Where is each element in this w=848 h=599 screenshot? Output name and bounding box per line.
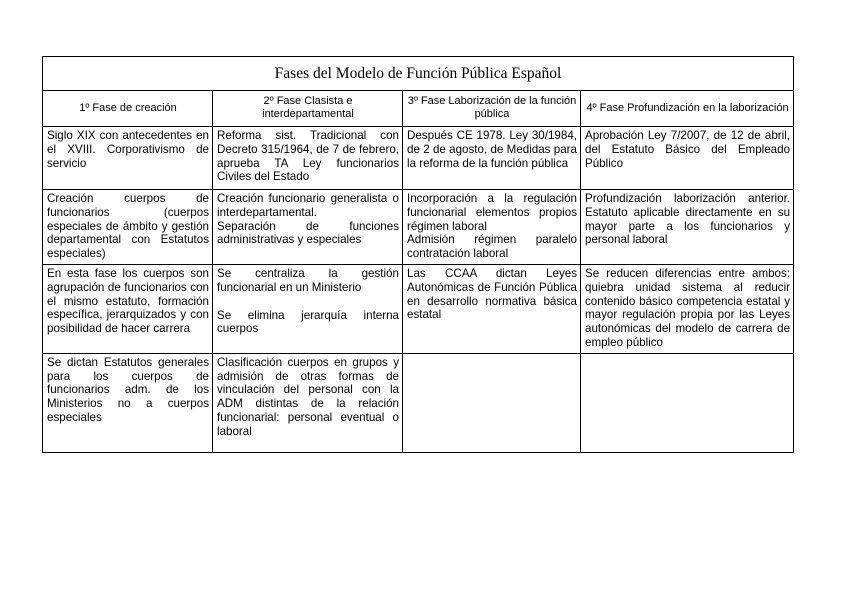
table-row	[43, 190, 794, 265]
table-row	[43, 264, 794, 353]
cell-phase-4	[581, 127, 794, 190]
cell-text: Siglo XIX con antecedentes en el XVIII. Corporativismo de servicio	[47, 129, 209, 170]
cell-text: Las CCAA dictan Leyes Autonómicas de Función Pública en desarrollo normativa básica estatal	[407, 266, 577, 322]
cell-phase-3-empty	[403, 353, 581, 452]
cell-text: Profundización laborización anterior. Estatuto aplicable directamente en su mayor parte a los funcionarios y personal laboral	[585, 192, 791, 247]
table-row	[43, 353, 794, 452]
cell-phase-4-empty	[581, 353, 794, 452]
cell-text: Se elimina jerarquía interna cuerpos	[217, 308, 399, 336]
header-phase-1: 1º Fase de creación	[43, 91, 213, 127]
table-row	[43, 127, 794, 190]
cell-text: Aprobación Ley 7/2007, de 12 de abril, del Estatuto Básico del Empleado Público	[585, 129, 791, 170]
cell-phase-2	[213, 127, 403, 190]
cell-phase-1	[43, 127, 213, 190]
cell-text: Se dictan Estatutos generales para los cuerpos de funcionarios adm. de los Ministerios no a cuerpos especiales	[47, 355, 209, 424]
cell-phase-2	[213, 264, 403, 353]
cell-text: Después CE 1978. Ley 30/1984, de 2 de agosto, de Medidas para la reforma de la función pública	[407, 129, 577, 170]
cell-phase-1	[43, 190, 213, 265]
cell-text: Se reducen diferencias entre ambos: quiebra unidad sistema al reducir contenido básico competencia estatal y mayor regulación propia por las Leyes autonómicas del modelo de carrera de empleo público	[585, 266, 791, 349]
cell-text: Incorporación a la regulación funcionarial elementos propios régimen laboral	[407, 192, 577, 233]
phases-table	[42, 56, 794, 453]
header-phase-3: 3º Fase Laborización de la función pública	[403, 91, 581, 127]
cell-text: Clasificación cuerpos en grupos y admisión de otras formas de vinculación del personal con la ADM distintas de la relación funcionarial: personal eventual o laboral	[217, 355, 399, 438]
header-phase-4: 4º Fase Profundización en la laborización	[581, 91, 794, 127]
cell-phase-2	[213, 353, 403, 452]
cell-phase-4	[581, 190, 794, 265]
cell-phase-3	[403, 190, 581, 265]
cell-phase-1	[43, 353, 213, 452]
cell-text: Se centraliza la gestión funcionarial en un Ministerio	[217, 266, 399, 294]
cell-phase-3	[403, 264, 581, 353]
cell-text: Creación cuerpos de funcionarios (cuerpos especiales de ámbito y gestión departamental con Estatutos especiales)	[47, 192, 209, 261]
header-phase-2: 2º Fase Clasista e interdepartamental	[213, 91, 403, 127]
cell-text: Reforma sist. Tradicional con Decreto 315/1964, de 7 de febrero, aprueba TA Ley funcionarios Civiles del Estado	[217, 129, 399, 184]
cell-phase-3	[403, 127, 581, 190]
header-row	[43, 91, 794, 127]
cell-text: Admisión régimen paralelo contratación laboral	[407, 233, 577, 261]
cell-phase-4	[581, 264, 794, 353]
cell-text: En esta fase los cuerpos son agrupación de funcionarios con el mismo estatuto, formación específica, jerarquizados y con posibilidad de hacer carrera	[47, 266, 209, 336]
cell-phase-1	[43, 264, 213, 353]
cell-text: Separación de funciones administrativas y especiales	[217, 219, 399, 247]
cell-phase-2	[213, 190, 403, 265]
table-title: Fases del Modelo de Función Pública Español	[43, 57, 794, 91]
cell-text: Creación funcionario generalista o interdepartamental.	[217, 192, 399, 219]
